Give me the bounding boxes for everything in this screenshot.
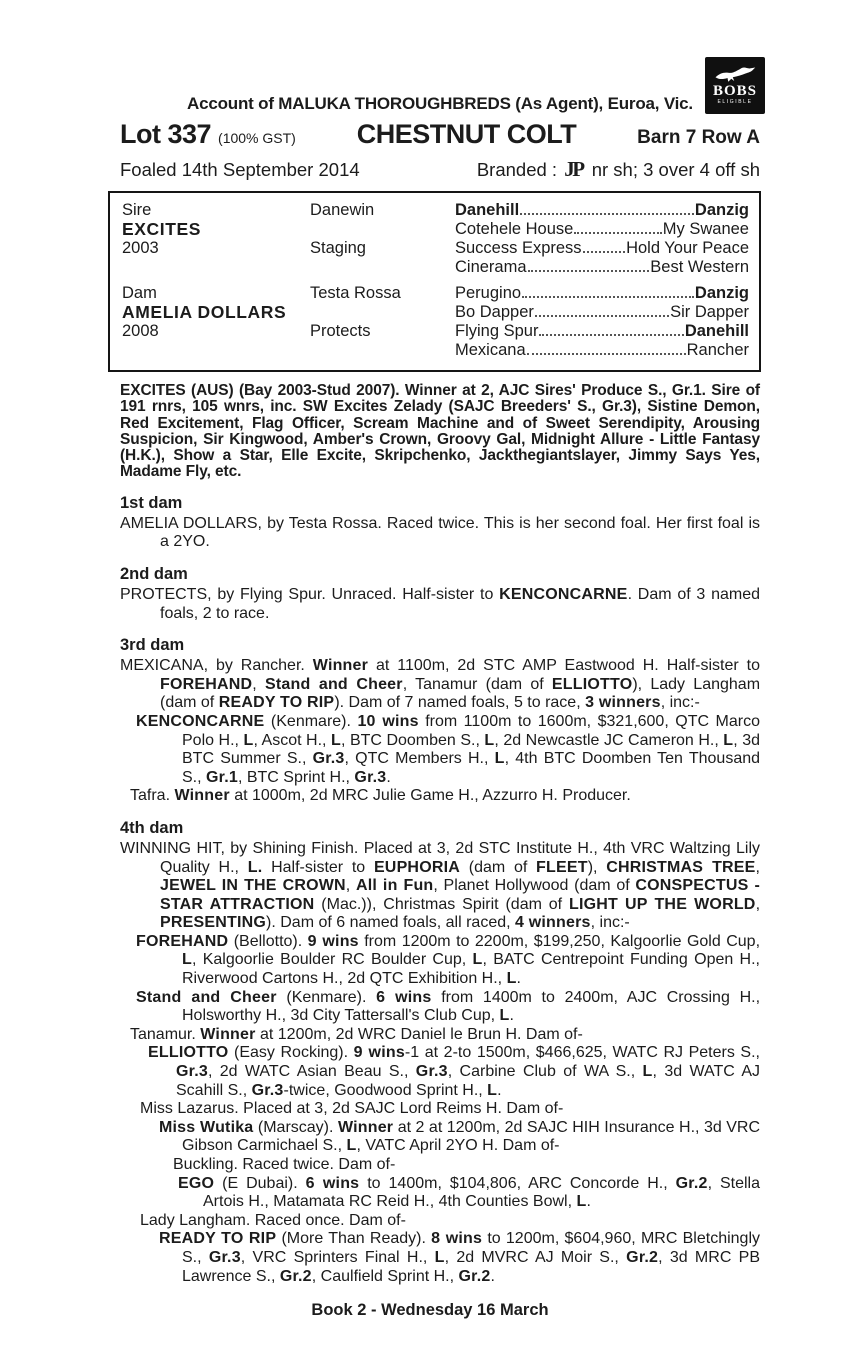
pedigree-parent-cell: Staging — [310, 239, 366, 257]
ancestor-right: My Swanee — [662, 220, 749, 238]
pedigree-parent-cell: Protects — [310, 322, 371, 340]
pedigree-ancestor-cell — [455, 239, 749, 258]
ancestor-right: Best Western — [650, 258, 749, 276]
dot-leader — [583, 251, 626, 253]
pedigree-row — [122, 341, 749, 360]
dot-leader — [522, 296, 694, 298]
pedigree-name-cell — [122, 258, 310, 277]
dam-sections — [120, 494, 760, 1286]
branded-line — [477, 157, 760, 182]
dot-leader — [520, 213, 694, 215]
dot-leader — [527, 353, 686, 355]
ancestor-left: Danehill — [455, 201, 520, 219]
pedigree-parent-cell: Danewin — [310, 201, 375, 219]
pedigree-ancestor-cell — [455, 284, 749, 303]
pedigree-ancestor-cell — [455, 201, 749, 220]
pedigree-name-cell: Sire — [122, 201, 152, 219]
pedigree-name-cell: 2008 — [122, 322, 159, 340]
dot-leader — [535, 315, 669, 317]
pedigree-table — [108, 191, 761, 372]
pedigree-parent-cell — [310, 220, 455, 239]
pedigree-name-cell: AMELIA DOLLARS — [122, 302, 287, 322]
pedigree-row — [122, 322, 749, 341]
logo-subtitle: ELIGIBLE — [717, 99, 753, 105]
branded-desc: nr sh; 3 over 4 off sh — [591, 159, 760, 180]
pedigree-row — [122, 303, 749, 322]
pedigree-row — [122, 258, 749, 277]
ancestor-right: Danzig — [694, 201, 749, 219]
pedigree-name-cell — [122, 341, 310, 360]
dam-section — [120, 819, 760, 1286]
dot-leader — [574, 232, 661, 234]
pedigree-row — [122, 201, 749, 220]
account-line: Account of MALUKA THOROUGHBREDS (As Agent), Euroa, Vic. — [187, 94, 693, 113]
pedigree-paragraph: Tanamur. Winner at 1200m, 2d WRC Daniel le Brun H. Dam of- — [130, 1025, 583, 1043]
horse-title: CHESTNUT COLT — [356, 119, 577, 149]
pedigree-paragraph: PROTECTS, by Flying Spur. Unraced. Half-sister to KENCONCARNE. Dam of 3 named foals, 2 to race. — [120, 585, 761, 622]
pedigree-parent-cell — [310, 341, 455, 360]
dam-section — [120, 494, 760, 552]
ancestor-left: Flying Spur — [455, 322, 539, 340]
pedigree-paragraph: ELLIOTTO (Easy Rocking). 9 wins-1 at 2-to 1500m, $466,625, WATC RJ Peters S., Gr.3, 2d WATC Asian Beau S., Gr.3, Carbine Club of WA S., L, 3d WATC AJ Scahill S., Gr.3-twice, Goodwood Sprint H., L. — [148, 1044, 760, 1099]
ancestor-left: Mexicana — [455, 341, 526, 359]
foaled-date: Foaled 14th September 2014 — [120, 159, 360, 180]
branded-label: Branded : — [476, 159, 558, 180]
pedigree-paragraph: READY TO RIP (More Than Ready). 8 wins to 1200m, $604,960, MRC Bletchingly S., Gr.3, VRC Sprinters Final H., L, 2d MVRC AJ Moir S., Gr.2, 3d MRC PB Lawrence S., Gr.2, Caulfield Sprint H., Gr.2. — [159, 1230, 761, 1285]
section-heading: 4th dam — [120, 818, 184, 837]
pedigree-paragraph: Stand and Cheer (Kenmare). 6 wins from 1400m to 2400m, AJC Crossing H., Holsworthy H., 3d City Tattersall's Club Cup, L. — [136, 988, 761, 1025]
pedigree-ancestor-cell — [455, 220, 749, 239]
dot-leader — [528, 270, 650, 272]
pedigree-ancestor-cell — [455, 258, 749, 277]
section-heading: 1st dam — [120, 493, 183, 512]
ancestor-right: Hold Your Peace — [626, 239, 749, 257]
pedigree-paragraph: WINNING HIT, by Shining Finish. Placed at 3, 2d STC Institute H., 4th VRC Waltzing Lily Quality H., L. Half-sister to EUPHORIA (dam of FLEET), CHRISTMAS TREE, JEWEL IN THE CROWN, All in Fun, Planet Hollywood (dam of CONSPECTUS - STAR ATTRACTION (Mac.)), Christmas Spirit (dam of LIGHT UP THE WORLD, PRESENTING). Dam of 6 named foals, all raced, 4 winners, inc:- — [120, 839, 761, 932]
ancestor-right: Sir Dapper — [670, 303, 749, 321]
barn-position: Barn 7 Row A — [637, 127, 760, 148]
pedigree-name-cell: Dam — [122, 284, 157, 302]
brand-mark: JP — [564, 157, 583, 181]
pedigree-paragraph: EGO (E Dubai). 6 wins to 1400m, $104,806, ARC Concorde H., Gr.2, Stella Artois H., Matamata RC Reid H., 4th Counties Bowl, L. — [178, 1174, 760, 1211]
pedigree-name-cell: 2003 — [122, 239, 159, 257]
pedigree-paragraph: Buckling. Raced twice. Dam of- — [173, 1156, 396, 1173]
pedigree-parent-cell: Testa Rossa — [310, 284, 401, 302]
pedigree-ancestor-cell — [455, 322, 749, 341]
pedigree-ancestor-cell — [455, 303, 749, 322]
pedigree-row — [122, 239, 749, 258]
pedigree-name-cell: EXCITES — [122, 219, 202, 239]
ancestor-left: Perugino — [455, 284, 522, 302]
page-footer: Book 2 - Wednesday 16 March — [311, 1301, 549, 1319]
pedigree-paragraph: MEXICANA, by Rancher. Winner at 1100m, 2d STC AMP Eastwood H. Half-sister to FOREHAND, Stand and Cheer, Tanamur (dam of ELLIOTTO), Lady Langham (dam of READY TO RIP). Dam of 7 named foals, 5 to race, 3 winners, inc:- — [120, 657, 761, 712]
pedigree-paragraph: Tafra. Winner at 1000m, 2d MRC Julie Game H., Azzurro H. Producer. — [130, 787, 631, 805]
foaled-row — [120, 157, 760, 182]
logo-title: BOBS — [712, 83, 758, 99]
pedigree-paragraph: Miss Lazarus. Placed at 3, 2d SAJC Lord Reims H. Dam of- — [140, 1100, 564, 1118]
pedigree-parent-cell — [310, 303, 455, 322]
pedigree-row — [122, 284, 749, 303]
section-heading: 2nd dam — [120, 564, 188, 583]
ancestor-left: Success Express — [455, 239, 582, 257]
pedigree-row — [122, 220, 749, 239]
pedigree-paragraph: KENCONCARNE (Kenmare). 10 wins from 1100m to 1600m, $321,600, QTC Marco Polo H., L, Ascot H., L, BTC Doomben S., L, 2d Newcastle JC Cameron H., L, 3d BTC Summer S., Gr.3, QTC Members H., L, 4th BTC Doomben Ten Thousand S., Gr.1, BTC Sprint H., Gr.3. — [136, 712, 761, 786]
ancestor-right: Danzig — [694, 284, 749, 302]
dam-section — [120, 636, 760, 806]
ancestor-left: Cinerama — [455, 258, 527, 276]
pedigree-paragraph: AMELIA DOLLARS, by Testa Rossa. Raced twice. This is her second foal. Her first foal is a 2YO. — [120, 514, 760, 551]
section-heading: 3rd dam — [120, 636, 185, 655]
pedigree-parent-cell — [310, 258, 455, 277]
pedigree-ancestor-cell — [455, 341, 749, 360]
gst-note: (100% GST) — [218, 130, 296, 146]
dam-section — [120, 565, 760, 623]
ancestor-left: Bo Dapper — [455, 303, 534, 321]
lot-row — [120, 119, 760, 150]
pedigree-paragraph: FOREHAND (Bellotto). 9 wins from 1200m to 2200m, $199,250, Kalgoorlie Gold Cup, L, Kalgoorlie Boulder RC Boulder Cup, L, BATC Centrepoint Funding Open H., Riverwood Cartons H., 2d QTC Exhibition H., L. — [136, 932, 761, 988]
pedigree-paragraph: Lady Langham. Raced once. Dam of- — [140, 1211, 406, 1229]
sire-summary: EXCITES (AUS) (Bay 2003-Stud 2007). Winner at 2, AJC Sires' Produce S., Gr.1. Sire of 191 rnrs, 105 wnrs, inc. SW Excites Zelady (SAJC Breeders' S., Gr.3), Sistine Demon, Red Excitement, Flag Officer, Scream Machine and of Sweet Serendipity, Arousing Suspicion, Sir Kingwood, Amber's Crown, Groovy Gal, Midnight Allure - Little Fantasy (H.K.), Show a Star, Elle Excite, Skripchenko, Jackthegiantslayer, Jimmy Says Yes, Madame Fly, etc. — [120, 382, 760, 481]
ancestor-left: Cotehele House — [455, 220, 574, 238]
lot-number: Lot 337 — [120, 119, 212, 149]
ancestor-right: Rancher — [686, 341, 749, 359]
dot-leader — [539, 334, 683, 336]
pedigree-paragraph: Miss Wutika (Marscay). Winner at 2 at 1200m, 2d SAJC HIH Insurance H., 3d VRC Gibson Carmichael S., L, VATC April 2YO H. Dam of- — [159, 1118, 761, 1155]
ancestor-right: Danehill — [684, 322, 749, 340]
